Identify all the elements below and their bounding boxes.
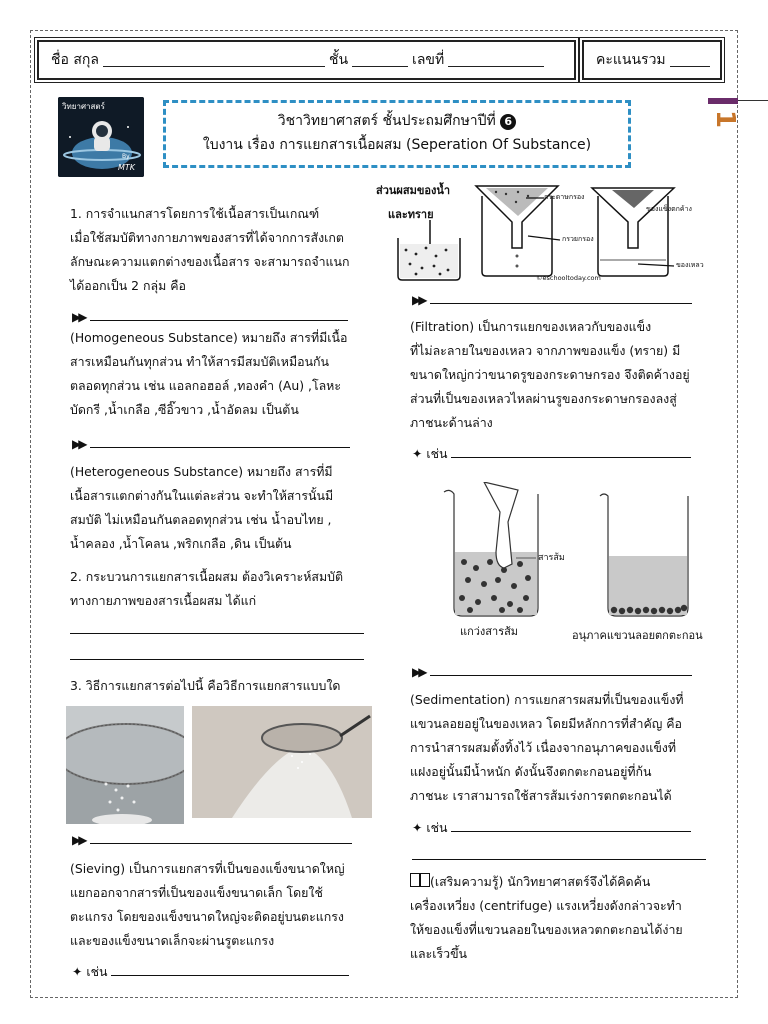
- residue-label: ของแข็งตกค้าง: [646, 205, 692, 213]
- filtration-line-1: (Filtration) เป็นการแยกของเหลวกับของแข็ง: [410, 319, 652, 334]
- sedimentation-example-field[interactable]: [451, 823, 691, 832]
- question-1: [70, 202, 370, 298]
- sieve-photo-flour: [192, 706, 372, 818]
- example-label: เช่น: [426, 446, 448, 461]
- homogeneous-definition: [70, 326, 370, 422]
- example-label: เช่น: [426, 820, 448, 835]
- score-box: [582, 40, 722, 80]
- extra-line-4: และเร็วขึ้น: [410, 946, 468, 961]
- sieve-photo-closeup: [66, 706, 184, 824]
- sparkle-icon: ✦: [412, 446, 423, 461]
- heterogeneous-answer-row: [72, 432, 350, 456]
- filtration-line-2: ที่ไม่ละลายในของเหลว จากภาพของแข็ง (ทราย) มี: [410, 343, 681, 358]
- filtration-example-row: [412, 442, 691, 466]
- filtration-answer-field[interactable]: [430, 295, 692, 304]
- student-info-box: [37, 40, 576, 80]
- filtration-line-5: ภาชนะด้านล่าง: [410, 415, 493, 430]
- sedimentation-line-3: การนำสารผสมตั้งทิ้งไว้ เนื่องจากอนุภาคของแข็งที่: [410, 740, 677, 755]
- question-3: 3. วิธีการแยกสารต่อไปนี้ คือวิธีการแยกสารแบบใด: [70, 678, 341, 693]
- q2-answer-line-1[interactable]: [70, 632, 364, 634]
- homo-line-2: สารเหมือนกันทุกส่วน ทำให้สารมีสมบัติเหมือนกัน: [70, 354, 330, 369]
- heterogeneous-answer-field[interactable]: [90, 439, 350, 448]
- sedimentation-example-row: [412, 816, 691, 840]
- sedimentation-definition: [410, 688, 720, 808]
- sieving-example-field[interactable]: [111, 967, 349, 976]
- mix-label-2: และทราย: [388, 208, 434, 221]
- filtration-answer-row: [412, 288, 692, 312]
- sedimentation-answer-field[interactable]: [430, 667, 692, 676]
- sieving-example-row: [72, 960, 349, 984]
- homogeneous-answer-field[interactable]: [90, 312, 348, 321]
- diagram-credit: ©eschooltoday.com: [536, 274, 601, 282]
- mix-label-1: ส่วนผสมของน้ำ: [376, 184, 451, 197]
- homo-line-3: ตลอดทุกส่วน เช่น แอลกอฮอล์ ,ทองคำ (Au) ,โลหะ: [70, 378, 342, 393]
- q1-line-3: ลักษณะความแตกต่างของเนื้อสาร จะสามารถจำแนก: [70, 254, 350, 269]
- hetero-line-3: สมบัติ ไม่เหมือนกันตลอดทุกส่วน เช่น น้ำอบไทย ,: [70, 512, 332, 527]
- class-field[interactable]: [352, 54, 408, 67]
- sieving-line-1: (Sieving) เป็นการแยกสารที่เป็นของแข็งขนาดใหญ่: [70, 861, 345, 876]
- homo-line-1: (Homogeneous Substance) หมายถึง สารที่มีเนื้อ: [70, 330, 348, 345]
- sieving-line-3: ตะแกรง โดยของแข็งขนาดใหญ่จะติดอยู่บนตะแกรง: [70, 909, 344, 924]
- q2-line-2: ทางกายภาพของสารเนื้อผสม ได้แก่: [70, 593, 257, 608]
- filtration-line-4: ส่วนที่เป็นของเหลวไหลผ่านรูของกระดาษกรองลงสู่: [410, 391, 677, 406]
- worksheet-title-box: [163, 100, 631, 168]
- q2-line-1: 2. กระบวนการแยกสารเนื้อผสม ต้องวิเคราะห์สมบัติ: [70, 569, 344, 584]
- sieving-answer-row: [72, 828, 352, 852]
- q1-line-2: เมื่อใช้สมบัติทางกายภาพของสารที่ได้จากการสังเกต: [70, 230, 344, 245]
- name-field[interactable]: [103, 54, 325, 67]
- score-label: คะแนนรวม: [596, 52, 666, 68]
- q1-line-1: 1. การจำแนกสารโดยการใช้เนื้อสารเป็นเกณฑ์: [70, 206, 320, 221]
- question-2: [70, 565, 370, 613]
- sieving-answer-field[interactable]: [90, 835, 352, 844]
- double-arrow-icon: ▶▶: [412, 665, 425, 679]
- example-label: เช่น: [86, 964, 108, 979]
- heterogeneous-definition: [70, 460, 370, 556]
- score-field[interactable]: [670, 54, 710, 67]
- q2-answer-line-2[interactable]: [70, 658, 364, 660]
- page-number: 1: [710, 109, 741, 129]
- filtration-line-3: ขนาดใหญ่กว่าขนาดรูของกระดาษกรอง จึงติดค้างอยู่: [410, 367, 690, 382]
- filtration-diagram: [376, 178, 706, 286]
- sedimentation-line-5: ภาชนะ เราสามารถใช้สารส้มเร่งการตกตะกอนได้: [410, 788, 672, 803]
- corner-decor-bar: [708, 98, 738, 104]
- sedimentation-extra-line[interactable]: [412, 858, 706, 860]
- logo-title: วิทยาศาสตร์: [62, 102, 105, 111]
- name-label: ชื่อ สกุล: [51, 52, 99, 68]
- double-arrow-icon: ▶▶: [72, 437, 85, 451]
- q1-line-4: ได้ออกเป็น 2 กลุ่ม คือ: [70, 278, 186, 293]
- sieving-definition: [70, 857, 370, 953]
- sedimentation-illustration: [440, 482, 730, 650]
- sparkle-icon: ✦: [412, 820, 423, 835]
- sieving-line-2: แยกออกจากสารที่เป็นของแข็งขนาดเล็ก โดยใช้: [70, 885, 323, 900]
- sieving-line-4: และของแข็งขนาดเล็กจะผ่านรูตะแกรง: [70, 933, 275, 948]
- extra-line-3: ให้ของแข็งที่แขวนลอยในของเหลวตกตะกอนได้ง่าย: [410, 922, 683, 937]
- homo-line-4: บัดกรี ,น้ำเกลือ ,ซีอิ๊วขาว ,น้ำอัดลม เป็นต้น: [70, 402, 299, 417]
- logo-by: By: [122, 153, 130, 160]
- logo-author: MTK: [118, 163, 136, 172]
- beaker2-caption: อนุภาคแขวนลอยตกตะกอน: [572, 629, 703, 642]
- beaker1-caption: แกว่งสารส้ม: [460, 625, 519, 638]
- science-logo: [58, 97, 144, 177]
- title-line-2: ใบงาน เรื่อง การแยกสารเนื้อผสม (Seperation Of Substance): [202, 137, 592, 153]
- number-label: เลขที่: [412, 52, 445, 68]
- extra-knowledge: [410, 870, 720, 966]
- hetero-line-1: (Heterogeneous Substance) หมายถึง สารที่มี: [70, 464, 333, 479]
- extra-line-2: เครื่องเหวี่ยง (centrifuge) แรงเหวี่ยงดังกล่าวจะทำ: [410, 898, 682, 913]
- class-label: ชั้น: [328, 52, 349, 68]
- sedimentation-line-1: (Sedimentation) การแยกสารผสมที่เป็นของแข็งที่: [410, 692, 684, 707]
- filtrate-label: ของเหลว: [676, 261, 704, 269]
- double-arrow-icon: ▶▶: [72, 833, 85, 847]
- double-arrow-icon: ▶▶: [72, 310, 85, 324]
- title-line-1: วิชาวิทยาศาสตร์ ชั้นประถมศึกษาปีที่: [277, 113, 496, 129]
- extra-line-1: (เสริมความรู้) นักวิทยาศาสตร์จึงได้คิดค้น: [430, 874, 651, 889]
- hetero-line-4: น้ำคลอง ,น้ำโคลน ,พริกเกลือ ,ดิน เป็นต้น: [70, 536, 292, 551]
- filter-paper-label: กระดาษกรอง: [544, 193, 585, 201]
- sedimentation-line-2: แขวนลอยอยู่ในของเหลว โดยมีหลักการที่สำคัญ คือ: [410, 716, 682, 731]
- book-icon: [410, 873, 430, 887]
- sedimentation-line-4: แฝงอยู่นั้นมีน้ำหนัก ดังนั้นจึงตกตะกอนอยู่ที่ก้น: [410, 764, 652, 779]
- double-arrow-icon: ▶▶: [412, 293, 425, 307]
- funnel-label: กรวยกรอง: [562, 235, 594, 243]
- corner-decor-line: [738, 100, 768, 101]
- filtration-example-field[interactable]: [451, 449, 691, 458]
- sedimentation-answer-row: [412, 660, 692, 684]
- hetero-line-2: เนื้อสารแตกต่างกันในแต่ละส่วน จะทำให้สารนั้นมี: [70, 488, 334, 503]
- grade-number: 6: [500, 114, 516, 130]
- sparkle-icon: ✦: [72, 964, 83, 979]
- alum-label: สารส้ม: [538, 553, 565, 563]
- filtration-definition: [410, 315, 720, 435]
- number-field[interactable]: [448, 54, 544, 67]
